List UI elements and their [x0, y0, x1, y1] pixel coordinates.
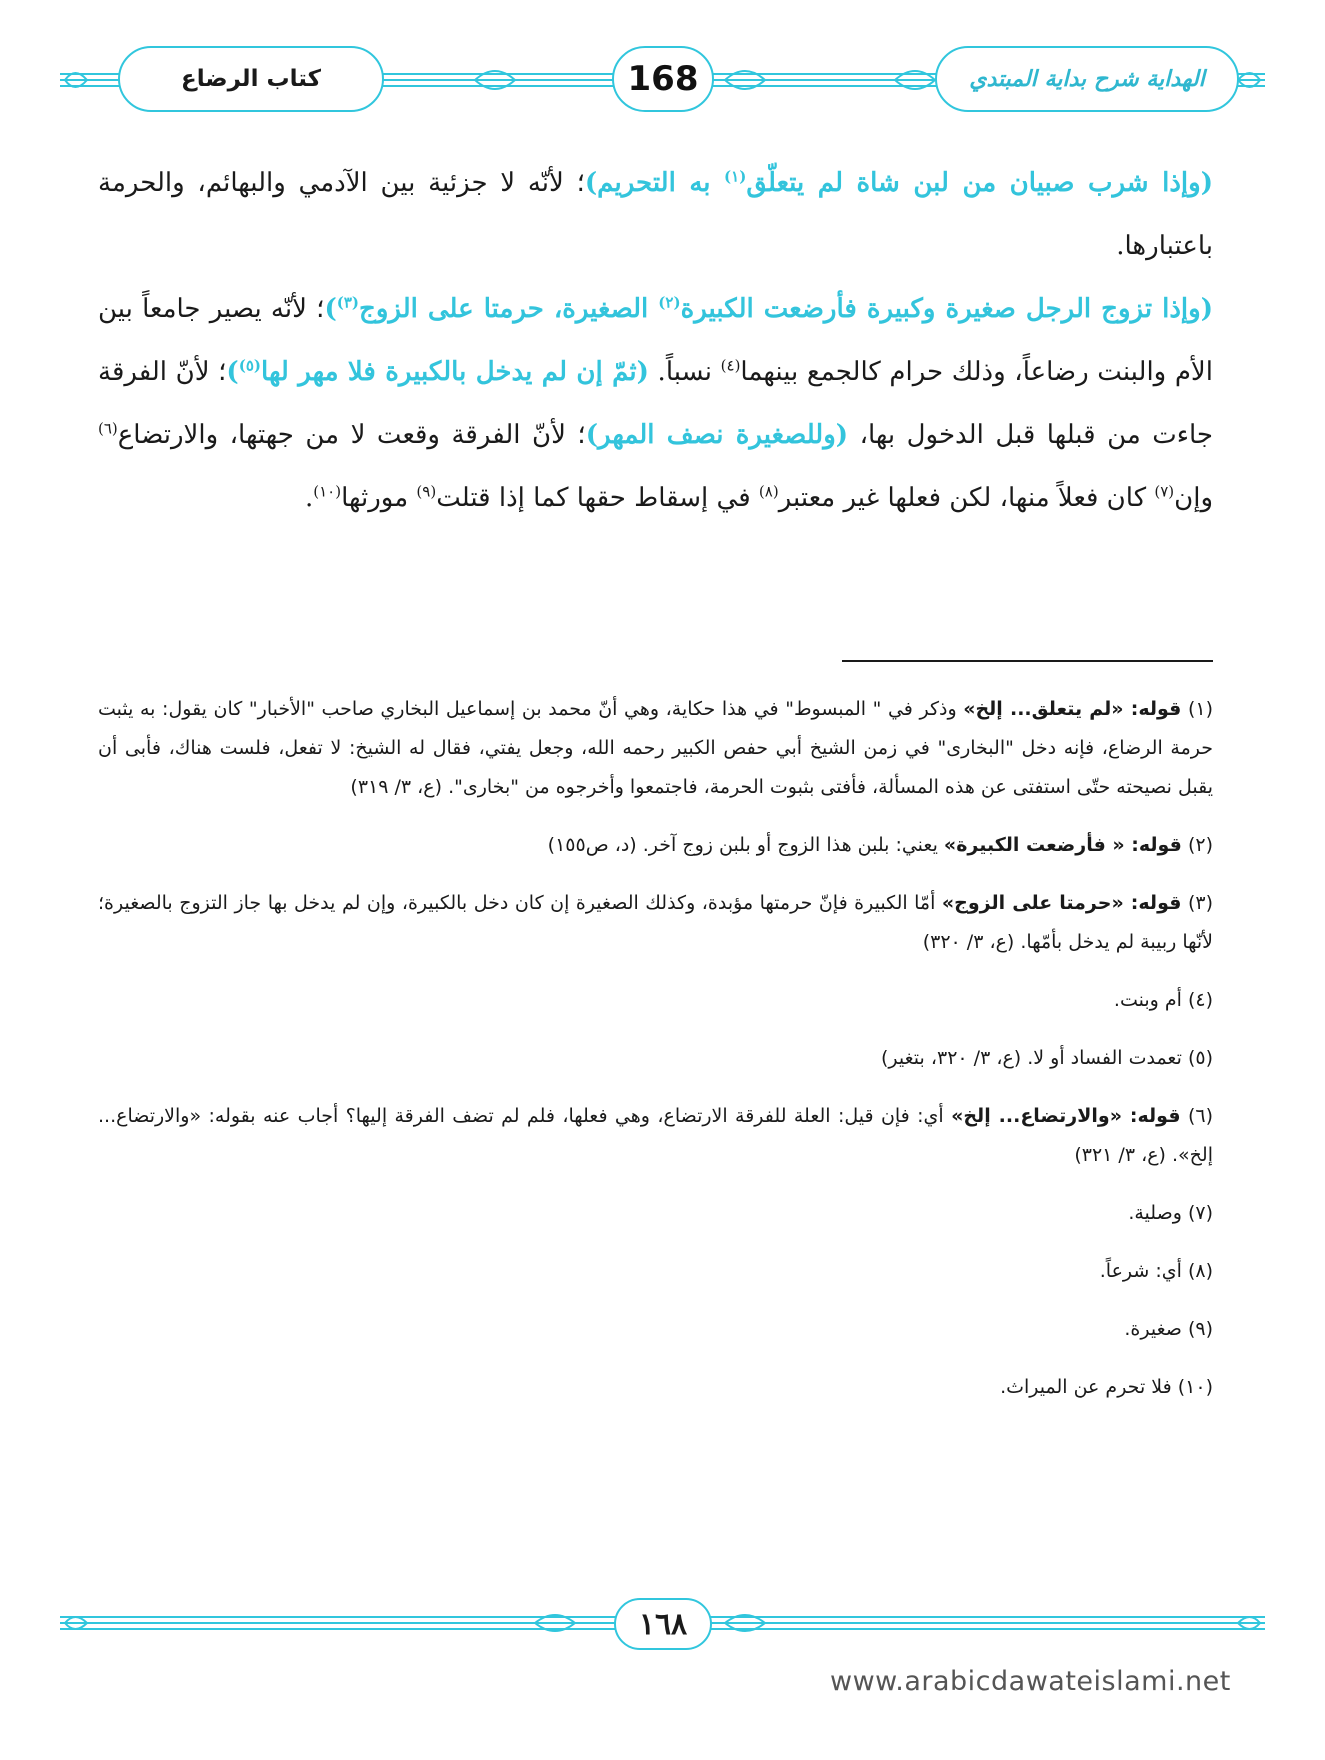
footnotes	[98, 690, 1213, 1426]
footnote-6	[98, 1097, 1213, 1175]
matn-text: (ثمّ إن لم يدخل بالكبيرة فلا مهر لها	[261, 357, 649, 387]
footnote-text: أمّا الكبيرة فإنّ حرمتها مؤبدة، وكذلك الصغيرة إن كان دخل بالكبيرة، وإن لم يدخل بها جاز التزوج بالصغيرة؛ لأنّها ربيبة لم يدخل بأمّها. (ع، ٣/ ٣٢٠)	[98, 892, 1213, 953]
footnote-keyword: قوله: «لم يتعلق... إلخ»	[963, 698, 1182, 720]
book-title-text: الهداية شرح بداية المبتدي	[969, 66, 1205, 92]
paragraph-1	[98, 152, 1213, 278]
footer-page-number	[614, 1598, 712, 1650]
footnote-keyword: قوله: « فأرضعت الكبيرة»	[943, 834, 1182, 856]
footnote-number: (١)	[1187, 698, 1213, 720]
book-title	[935, 46, 1239, 112]
header-page-number-text: 168	[627, 59, 699, 99]
commentary-text: كان فعلاً منها، لكن فعلها غير معتبر	[778, 483, 1155, 513]
footnote-ref: (٣)	[336, 293, 360, 312]
footnote-text: وصلية.	[1128, 1202, 1188, 1224]
footnote-number: (٩)	[1187, 1318, 1213, 1340]
footnote-2	[98, 826, 1213, 865]
commentary-text: نسباً.	[648, 357, 721, 387]
footer-page-number-text: ١٦٨	[638, 1606, 688, 1642]
commentary-text: ؛ لأنّ الفرقة جاءت من قبلها قبل الدخول بها،	[98, 357, 1214, 450]
footnote-divider	[842, 660, 1213, 662]
commentary-text: مورثها	[341, 483, 417, 513]
footnote-text: يعني: بلبن هذا الزوج أو بلبن زوج آخر. (د، ص١٥٥)	[547, 834, 944, 856]
footnote-text: أم وبنت.	[1113, 989, 1188, 1011]
footnote-text: تعمدت الفساد أو لا. (ع، ٣/ ٣٢٠، بتغير)	[881, 1047, 1188, 1069]
footnote-number: (٥)	[1187, 1047, 1213, 1069]
footnote-keyword: قوله: «والارتضاع... إلخ»	[951, 1105, 1181, 1127]
matn-text: الصغيرة، حرمتا على الزوج	[359, 294, 659, 324]
footnote-9	[98, 1310, 1213, 1349]
footnote-5	[98, 1039, 1213, 1078]
footnote-ref: (١)	[724, 167, 747, 186]
footnote-number: (٢)	[1187, 834, 1213, 856]
footnote-ref: (٤)	[720, 356, 741, 375]
footnote-number: (٣)	[1187, 892, 1213, 914]
footnote-text: فلا تحرم عن الميراث.	[1000, 1376, 1178, 1398]
matn-text: (وإذا شرب صبيان من لبن شاة لم يتعلّق	[746, 168, 1213, 198]
footnote-number: (٨)	[1187, 1260, 1213, 1282]
footnote-4	[98, 981, 1213, 1020]
footnote-text: أي: شرعاً.	[1099, 1260, 1188, 1282]
footnote-text: صغيرة.	[1124, 1318, 1188, 1340]
footnote-keyword: قوله: «حرمتا على الزوج»	[941, 892, 1182, 914]
commentary-text: .	[304, 483, 314, 513]
matn-text: (وللصغيرة نصف المهر)	[585, 420, 849, 450]
matn-text: به التحريم)	[584, 168, 725, 198]
paragraph-2	[98, 278, 1213, 530]
commentary-text: في إسقاط حقها كما إذا قتلت	[436, 483, 759, 513]
main-text	[98, 152, 1213, 530]
footnote-number: (١٠)	[1177, 1376, 1213, 1398]
matn-text: )	[226, 357, 239, 387]
footnote-3	[98, 884, 1213, 962]
commentary-text: ؛ لأنّه يصير جامعاً بين الأم والبنت رضاعاً، وذلك حرام كالجمع بينهما	[98, 294, 1213, 387]
chapter-title	[118, 46, 384, 112]
footnote-ref: (٥)	[238, 356, 262, 375]
footnote-7	[98, 1194, 1213, 1233]
matn-text: (وإذا تزوج الرجل صغيرة وكبيرة فأرضعت الكبيرة	[680, 294, 1213, 324]
footnote-number: (٦)	[1187, 1105, 1213, 1127]
footnote-ref: (٦)	[98, 419, 118, 438]
footnote-10	[98, 1368, 1213, 1407]
footnote-number: (٧)	[1187, 1202, 1213, 1224]
footnote-ref: (١٠)	[313, 482, 342, 501]
footnote-ref: (٨)	[758, 482, 779, 501]
header-page-number	[612, 46, 714, 112]
footnote-8	[98, 1252, 1213, 1291]
footnote-ref: (٩)	[416, 482, 437, 501]
footnote-1	[98, 690, 1213, 807]
footnote-text: وذكر في " المبسوط" في هذا حكاية، وهي أنّ محمد بن إسماعيل البخاري صاحب "الأخبار" كان يقول: به يثبت حرمة الرضاع، فإنه دخل "البخارى" في زمن الشيخ أبي حفص الكبير رحمه الله، وجعل يفتي، فقال له الشيخ: لا تفعل، فلست هناك، فأبى أن يقبل نصيحته حتّى استفتى عن هذه المسألة، فأفتى بثبوت الحرمة، فاجتمعوا وأخرجوه من "بخارى". (ع، ٣/ ٣١٩)	[98, 698, 1213, 798]
website-url: www.arabicdawateislami.net	[830, 1666, 1231, 1697]
footnote-ref: (٧)	[1154, 482, 1175, 501]
footnote-text: أي: فإن قيل: العلة للفرقة الارتضاع، وهي فعلها، فلم لم تضف الفرقة إليها؟ أجاب عنه بقوله: «والارتضاع... إلخ». (ع، ٣/ ٣٢١)	[98, 1105, 1213, 1166]
commentary-text: ؛ لأنّه لا جزئية بين الآدمي والبهائم، والحرمة باعتبارها.	[98, 168, 1213, 261]
commentary-text: وإن	[1174, 483, 1213, 513]
chapter-title-text: كتاب الرضاع	[181, 66, 321, 92]
matn-text: )	[324, 294, 337, 324]
footnote-number: (٤)	[1187, 989, 1213, 1011]
footnote-ref: (٢)	[658, 293, 681, 312]
commentary-text: ؛ لأنّ الفرقة وقعت لا من جهتها، والارتضاع	[117, 420, 586, 450]
